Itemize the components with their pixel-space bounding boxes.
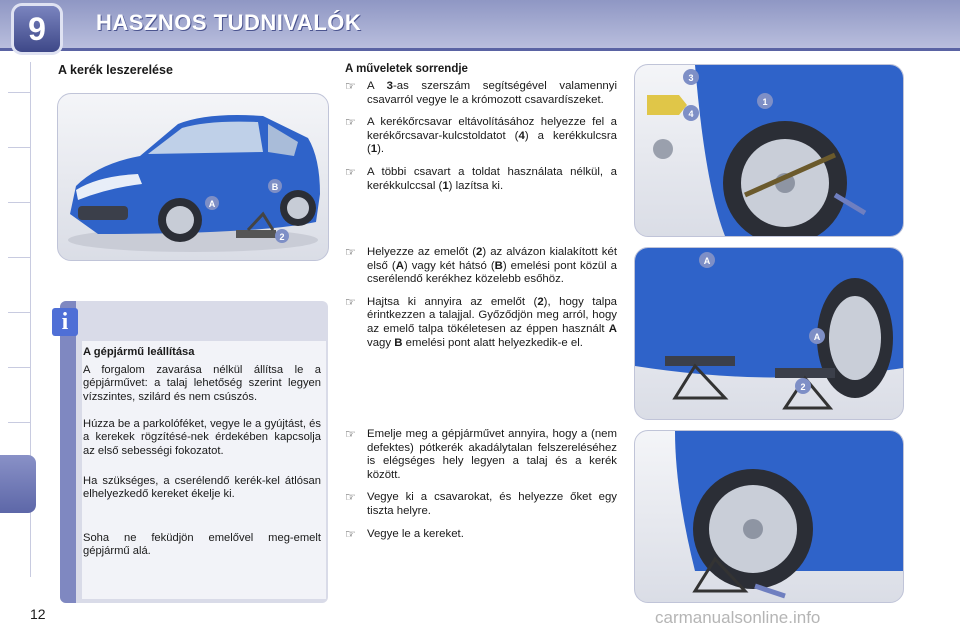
jack-point-a-top-label: A [703,256,711,266]
pointing-hand-icon: ☞ [345,245,356,259]
step-item: ☞ Helyezze az emelőt (2) az alvázon kialakított két első (A) vagy két hátsó (B) emelési pont közül a cserélendő kerékhez közelebb esőhöz. [345,245,617,286]
steps-group-1 [345,80,617,202]
page-title: HASZNOS TUDNIVALÓK [96,10,362,35]
raised-car-illustration [634,430,904,603]
pointing-hand-icon: ☞ [345,427,356,441]
page-number: 12 [30,606,46,622]
info-paragraph-2: Húzza be a parkolóféket, vegye le a gyújtást, és a kerekek rögzítésé-nek érdekében kapcsolja az első sebességi fokozatot. [83,418,321,457]
steps-group-3 [345,428,617,550]
jack-point-a-lower-label: A [813,332,821,342]
rail-divider [8,257,30,258]
info-stripe [60,301,76,603]
steps-title: A műveletek sorrendje [345,63,468,75]
rail-divider [8,147,30,148]
step-item: ☞ A 3-as szerszám segítségével valamennyi csavarról vegye le a krómozott csavardíszeket. [345,79,617,106]
jack-callout-2-lower: 2 [800,382,806,392]
callout-3: 3 [688,73,694,83]
jack-placement-illustration [634,247,904,420]
step-item: ☞ Vegye ki a csavarokat, és helyezze őket egy tiszta helyre. [345,490,617,517]
section-title-wheel-removal: A kerék leszerelése [58,63,173,77]
pointing-hand-icon: ☞ [345,79,356,93]
info-title: A gépjármű leállítása [83,346,195,358]
raised-wheel-icon [635,431,903,602]
callout-4: 4 [688,109,694,119]
pointing-hand-icon: ☞ [345,490,356,505]
info-paragraph-1: A forgalom zavarása nélkül állítsa le a gépjárművet: a talaj lehetőség szerint legyen vízszintes, szilárd és nem csúszós. [83,364,321,403]
car-illustration-icon [58,94,328,260]
jack-callout-2: 2 [279,232,285,242]
car-jack-points-illustration [57,93,329,261]
chapter-number-badge: 9 [14,6,60,52]
wheel-bolt-removal-illustration [634,64,904,237]
jack-icon [635,248,903,419]
rail-divider [8,367,30,368]
pointing-hand-icon: ☞ [345,526,356,541]
step-item: ☞ Hajtsa ki annyira az emelőt (2), hogy talpa érintkezzen a talajjal. Győződjön meg arról, hogy az emelő talpa tökéletesen az éppen használt A vagy B emelési pont alatt helyezkedik-e el. [345,294,618,349]
watermark: carmanualsonline.info [655,608,821,627]
step-item: ☞ Vegye le a kereket. [345,526,464,541]
wrench-wheel-icon [635,65,903,236]
info-icon: i [52,308,78,336]
pointing-hand-icon: ☞ [345,115,356,130]
jack-point-b-label: B [271,182,279,192]
step-item: ☞ A kerékőrcsavar eltávolításához helyezze fel a kerékőrcsavar-kulcstoldatot (4) a kerékkulcsra (1). [345,115,617,156]
info-warning: Soha ne feküdjön emelővel meg-emelt gépjármű alá. [83,532,321,558]
info-paragraph-3: Ha szükséges, a cserélendő kerék-kel átlósan elhelyezkedő kereket ékelje ki. [83,475,321,501]
pointing-hand-icon: ☞ [345,164,356,179]
callout-1: 1 [762,97,768,107]
steps-group-2 [345,246,617,359]
header-rule [0,48,960,51]
rail-divider [8,422,30,423]
step-item: ☞ Emelje meg a gépjárművet annyira, hogy a (nem defektes) pótkerék akadálytalan felszereléséhez is elégséges hely legyen a talaj és a kerék között. [345,427,617,481]
active-chapter-tab[interactable] [0,455,36,513]
step-item: ☞ A többi csavart a toldat használata nélkül, a kerékkulccsal (1) lazítsa ki. [345,164,617,192]
rail-divider [8,202,30,203]
rail-divider [8,92,30,93]
pointing-hand-icon: ☞ [345,294,356,309]
rail-divider [8,312,30,313]
jack-point-a-label: A [208,199,216,209]
